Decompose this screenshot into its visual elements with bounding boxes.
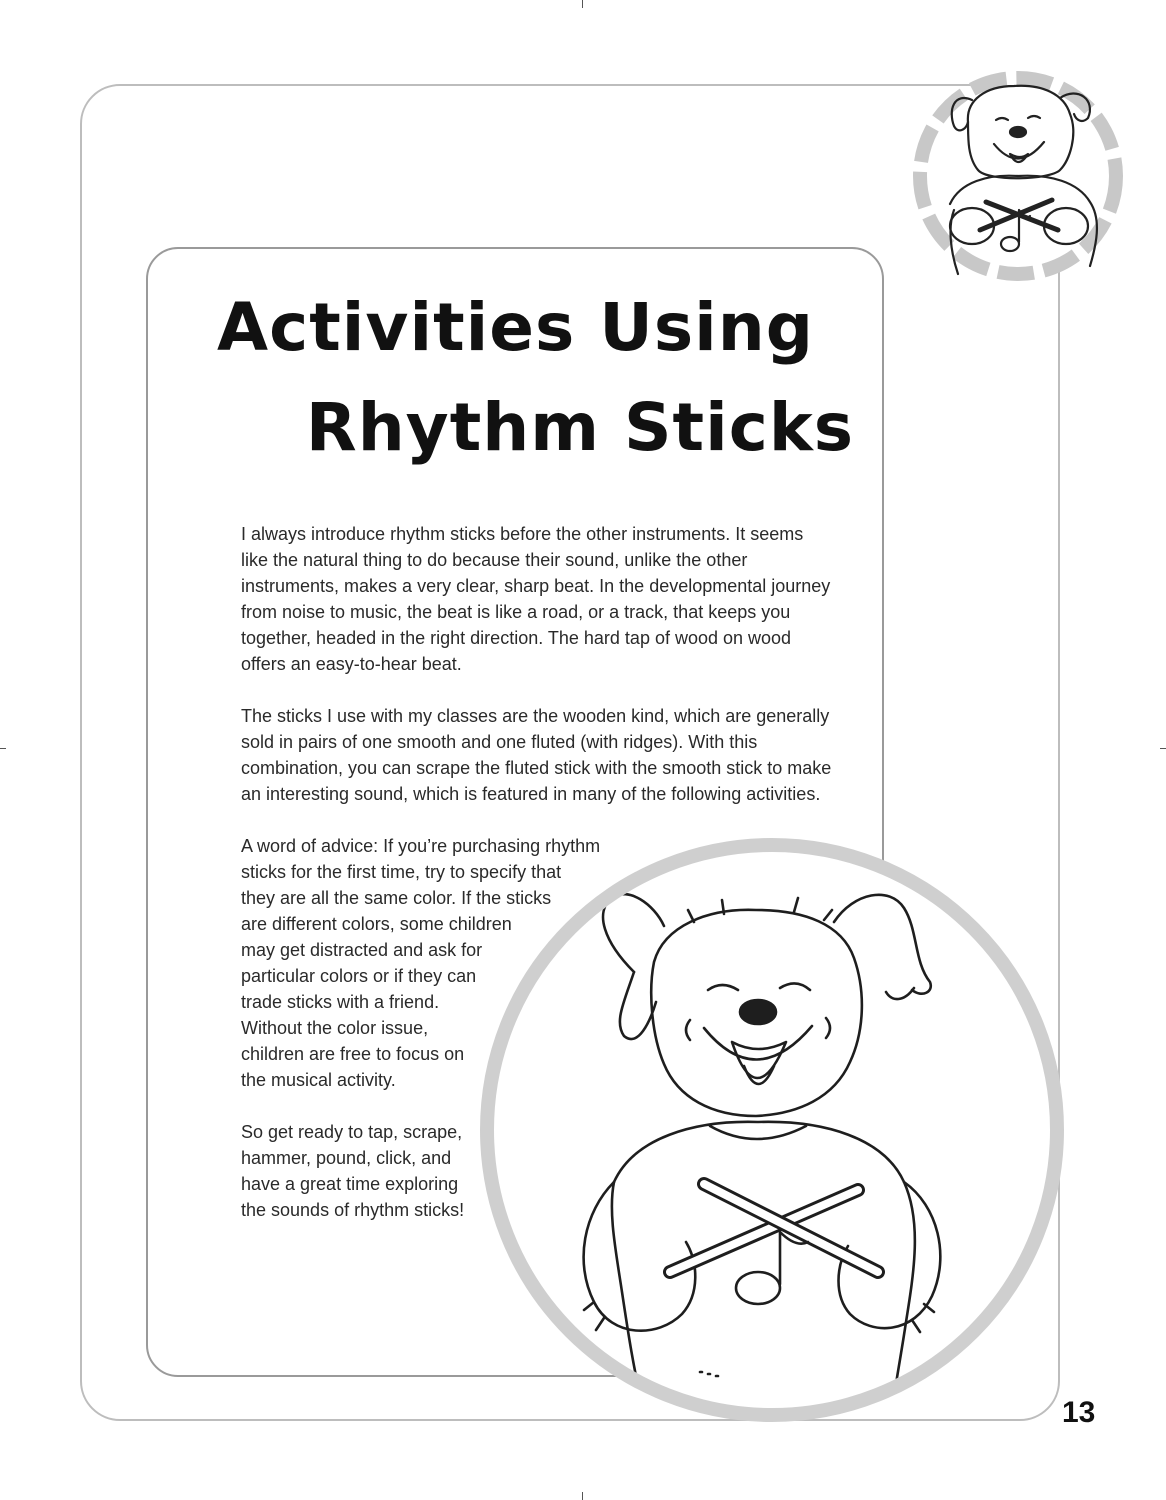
closing-line: have a great time exploring	[241, 1174, 459, 1194]
page-number: 13	[1062, 1396, 1096, 1429]
registration-mark-right	[1160, 748, 1166, 749]
page-title	[217, 278, 854, 478]
advice-line: particular colors or if they can	[241, 966, 477, 986]
advice-line: the musical activity.	[241, 1070, 396, 1090]
closing-line: hammer, pound, click, and	[241, 1148, 452, 1168]
dog-illustration-circle	[480, 838, 1064, 1422]
registration-mark-left	[0, 748, 6, 749]
closing-line: So get ready to tap, scrape,	[241, 1122, 463, 1142]
title-line-2: Rhythm Sticks	[305, 389, 854, 466]
paragraph-sticks: The sticks I use with my classes are the wooden kind, which are generally sold in pairs of one smooth and one fluted (with ridges). With this combination, you can scrape the fluted stick with the smooth stick to make an interesting sound, which is featured in many of the following activities.	[241, 706, 832, 804]
advice-line: sticks for the first time, try to specify that	[241, 862, 562, 882]
advice-line: are different colors, some children	[241, 914, 512, 934]
advice-line: trade sticks with a friend.	[241, 992, 440, 1012]
advice-line: Without the color issue,	[241, 1018, 429, 1038]
dog-badge-icon	[910, 70, 1130, 284]
advice-line: may get distracted and ask for	[241, 940, 483, 960]
registration-mark-top	[582, 0, 583, 8]
closing-line: the sounds of rhythm sticks!	[241, 1200, 465, 1220]
registration-mark-bottom	[582, 1492, 583, 1500]
title-line-1: Activities Using	[217, 289, 814, 366]
advice-line: children are free to focus on	[241, 1044, 465, 1064]
paragraph-intro: I always introduce rhythm sticks before the other instruments. It seems like the natural thing to do because their sound, unlike the other instruments, makes a very clear, sharp beat. In the developmental journey from noise to music, the beat is like a road, or a track, that keeps you together, headed in the right direction. The hard tap of wood on wood offers an easy-to-hear beat.	[241, 524, 831, 674]
advice-line: they are all the same color. If the sticks	[241, 888, 552, 908]
advice-line: A word of advice: If you’re purchasing rhythm	[241, 836, 601, 856]
dog-with-rhythm-sticks-illustration	[494, 852, 1050, 1408]
